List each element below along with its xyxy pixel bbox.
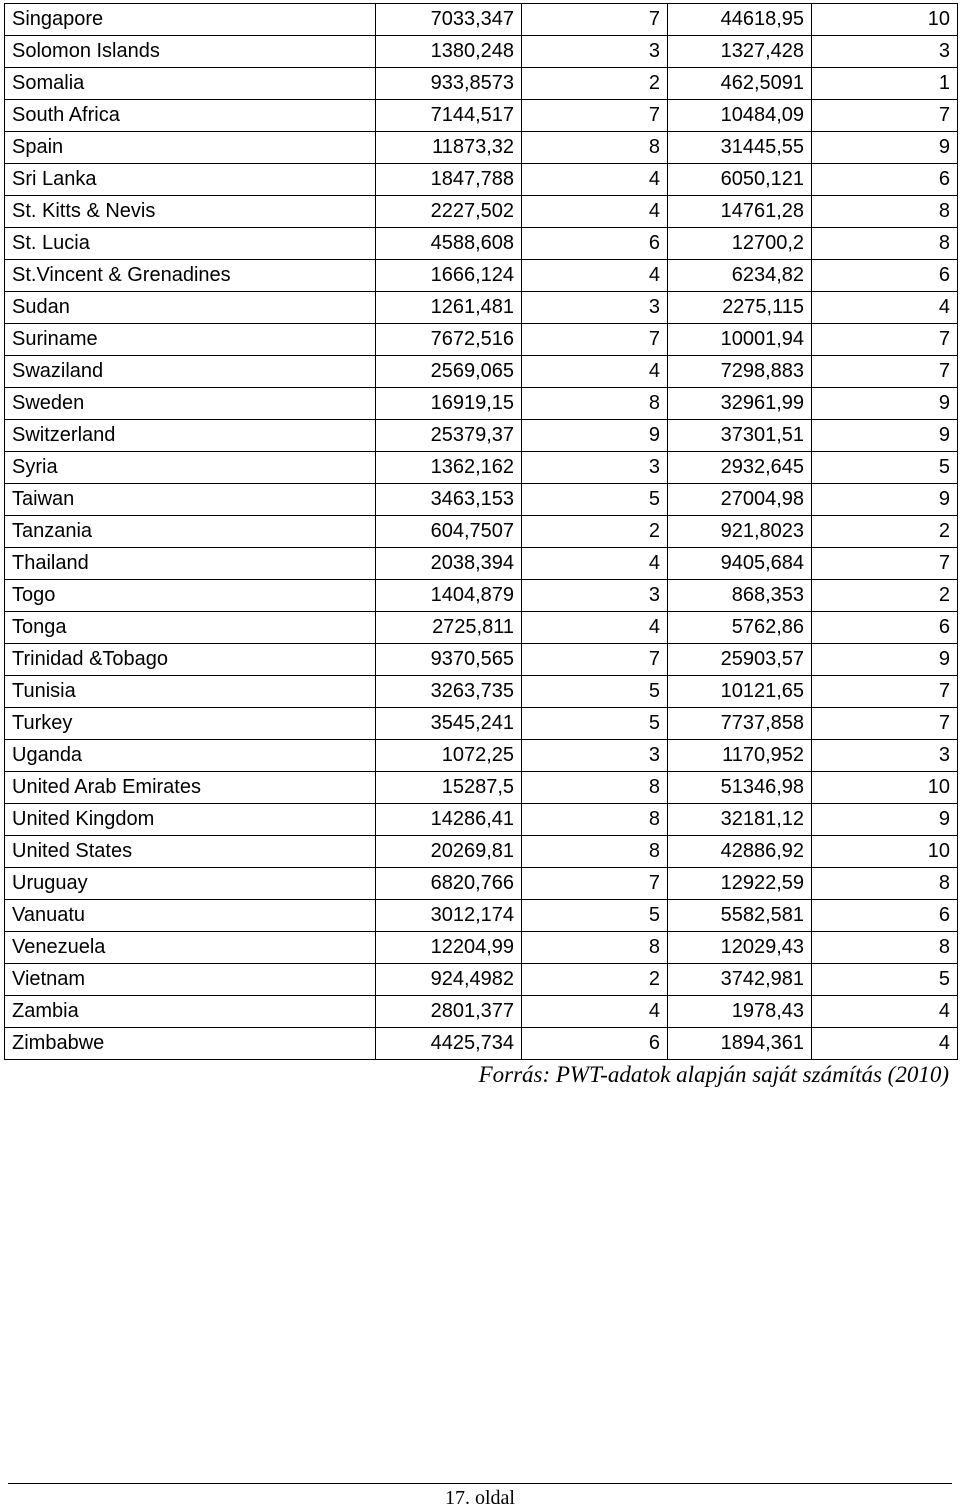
table-row [5,612,958,644]
value-cell-1: 3263,735 [376,676,522,708]
value-cell-2: 27004,98 [668,484,812,516]
rank-cell-1: 5 [522,676,668,708]
country-cell: Syria [5,452,376,484]
value-cell-2: 32181,12 [668,804,812,836]
rank-cell-2: 4 [812,996,958,1028]
rank-cell-1: 6 [522,228,668,260]
table-row [5,228,958,260]
country-cell: South Africa [5,100,376,132]
rank-cell-1: 7 [522,644,668,676]
table-row [5,708,958,740]
rank-cell-2: 7 [812,708,958,740]
value-cell-1: 1261,481 [376,292,522,324]
rank-cell-1: 5 [522,708,668,740]
rank-cell-2: 6 [812,164,958,196]
rank-cell-1: 4 [522,612,668,644]
table-row [5,996,958,1028]
rank-cell-2: 9 [812,420,958,452]
table-row [5,1028,958,1060]
country-cell: Sweden [5,388,376,420]
country-cell: Uganda [5,740,376,772]
table-row [5,580,958,612]
value-cell-1: 14286,41 [376,804,522,836]
country-cell: St. Kitts & Nevis [5,196,376,228]
value-cell-1: 3463,153 [376,484,522,516]
rank-cell-2: 7 [812,676,958,708]
value-cell-1: 924,4982 [376,964,522,996]
value-cell-2: 12029,43 [668,932,812,964]
source-note: Forrás: PWT-adatok alapján saját számítás (2010) [478,1062,949,1087]
rank-cell-1: 3 [522,452,668,484]
rank-cell-2: 8 [812,932,958,964]
rank-cell-2: 9 [812,388,958,420]
table-row [5,420,958,452]
value-cell-2: 6050,121 [668,164,812,196]
value-cell-2: 14761,28 [668,196,812,228]
rank-cell-1: 2 [522,516,668,548]
value-cell-2: 37301,51 [668,420,812,452]
table-row [5,676,958,708]
country-cell: St. Lucia [5,228,376,260]
value-cell-1: 4425,734 [376,1028,522,1060]
value-cell-2: 462,5091 [668,68,812,100]
rank-cell-1: 8 [522,836,668,868]
rank-cell-2: 7 [812,324,958,356]
value-cell-2: 32961,99 [668,388,812,420]
country-cell: United Kingdom [5,804,376,836]
value-cell-1: 15287,5 [376,772,522,804]
rank-cell-2: 2 [812,580,958,612]
value-cell-1: 2725,811 [376,612,522,644]
table-row [5,452,958,484]
table-row [5,868,958,900]
value-cell-2: 51346,98 [668,772,812,804]
value-cell-2: 2275,115 [668,292,812,324]
table-row [5,548,958,580]
table-row [5,804,958,836]
rank-cell-1: 3 [522,36,668,68]
value-cell-2: 868,353 [668,580,812,612]
country-cell: Tanzania [5,516,376,548]
table-row [5,68,958,100]
rank-cell-2: 4 [812,1028,958,1060]
table-row [5,164,958,196]
rank-cell-1: 8 [522,932,668,964]
country-cell: Singapore [5,4,376,36]
rank-cell-1: 8 [522,772,668,804]
country-cell: Taiwan [5,484,376,516]
country-cell: Sri Lanka [5,164,376,196]
rank-cell-1: 5 [522,900,668,932]
value-cell-2: 25903,57 [668,644,812,676]
rank-cell-1: 6 [522,1028,668,1060]
rank-cell-2: 9 [812,484,958,516]
table-row [5,324,958,356]
table-row [5,388,958,420]
country-cell: Vanuatu [5,900,376,932]
rank-cell-1: 7 [522,324,668,356]
country-cell: Switzerland [5,420,376,452]
rank-cell-1: 4 [522,356,668,388]
value-cell-2: 1978,43 [668,996,812,1028]
value-cell-1: 604,7507 [376,516,522,548]
value-cell-1: 1847,788 [376,164,522,196]
rank-cell-2: 7 [812,356,958,388]
value-cell-2: 7737,858 [668,708,812,740]
rank-cell-1: 3 [522,740,668,772]
table-row [5,100,958,132]
country-cell: Tonga [5,612,376,644]
value-cell-2: 44618,95 [668,4,812,36]
value-cell-2: 9405,684 [668,548,812,580]
rank-cell-2: 9 [812,804,958,836]
value-cell-2: 42886,92 [668,836,812,868]
country-data-table [4,3,958,1060]
value-cell-2: 1170,952 [668,740,812,772]
country-cell: Vietnam [5,964,376,996]
rank-cell-1: 3 [522,580,668,612]
table-row [5,132,958,164]
footer-divider [8,1483,952,1484]
table-row [5,356,958,388]
value-cell-1: 2569,065 [376,356,522,388]
country-cell: Swaziland [5,356,376,388]
value-cell-1: 933,8573 [376,68,522,100]
value-cell-2: 10001,94 [668,324,812,356]
table-row [5,484,958,516]
country-cell: Solomon Islands [5,36,376,68]
table-body [5,4,958,1060]
rank-cell-1: 4 [522,996,668,1028]
rank-cell-2: 7 [812,548,958,580]
rank-cell-2: 6 [812,612,958,644]
table-row [5,36,958,68]
value-cell-1: 4588,608 [376,228,522,260]
rank-cell-2: 6 [812,260,958,292]
value-cell-2: 7298,883 [668,356,812,388]
value-cell-2: 2932,645 [668,452,812,484]
country-cell: Venezuela [5,932,376,964]
table-row [5,644,958,676]
table-row [5,772,958,804]
value-cell-1: 7672,516 [376,324,522,356]
country-cell: St.Vincent & Grenadines [5,260,376,292]
rank-cell-1: 7 [522,100,668,132]
value-cell-2: 3742,981 [668,964,812,996]
value-cell-1: 1380,248 [376,36,522,68]
value-cell-1: 1666,124 [376,260,522,292]
value-cell-2: 12922,59 [668,868,812,900]
table-row [5,516,958,548]
rank-cell-1: 7 [522,868,668,900]
table-row [5,932,958,964]
value-cell-2: 5762,86 [668,612,812,644]
country-cell: United Arab Emirates [5,772,376,804]
country-cell: Tunisia [5,676,376,708]
value-cell-1: 7033,347 [376,4,522,36]
rank-cell-1: 8 [522,132,668,164]
rank-cell-2: 2 [812,516,958,548]
rank-cell-1: 4 [522,260,668,292]
table-row [5,740,958,772]
value-cell-1: 3545,241 [376,708,522,740]
value-cell-1: 6820,766 [376,868,522,900]
rank-cell-2: 9 [812,644,958,676]
value-cell-1: 25379,37 [376,420,522,452]
rank-cell-1: 5 [522,484,668,516]
table-row [5,292,958,324]
rank-cell-2: 9 [812,132,958,164]
country-cell: Thailand [5,548,376,580]
value-cell-1: 1072,25 [376,740,522,772]
country-cell: United States [5,836,376,868]
table-row [5,4,958,36]
rank-cell-1: 4 [522,196,668,228]
value-cell-2: 5582,581 [668,900,812,932]
value-cell-2: 10121,65 [668,676,812,708]
country-cell: Zimbabwe [5,1028,376,1060]
rank-cell-1: 2 [522,964,668,996]
rank-cell-2: 3 [812,740,958,772]
rank-cell-2: 10 [812,4,958,36]
page-number: 17. oldal [445,1487,515,1509]
country-cell: Turkey [5,708,376,740]
rank-cell-1: 4 [522,548,668,580]
table-row [5,900,958,932]
value-cell-2: 921,8023 [668,516,812,548]
table-row [5,964,958,996]
rank-cell-1: 3 [522,292,668,324]
rank-cell-1: 4 [522,164,668,196]
rank-cell-1: 8 [522,388,668,420]
value-cell-1: 1362,162 [376,452,522,484]
rank-cell-2: 5 [812,452,958,484]
value-cell-1: 3012,174 [376,900,522,932]
rank-cell-2: 8 [812,196,958,228]
value-cell-2: 12700,2 [668,228,812,260]
value-cell-1: 2038,394 [376,548,522,580]
rank-cell-1: 7 [522,4,668,36]
rank-cell-1: 8 [522,804,668,836]
value-cell-1: 1404,879 [376,580,522,612]
rank-cell-2: 6 [812,900,958,932]
rank-cell-2: 5 [812,964,958,996]
country-cell: Sudan [5,292,376,324]
country-cell: Togo [5,580,376,612]
rank-cell-2: 4 [812,292,958,324]
value-cell-1: 12204,99 [376,932,522,964]
value-cell-1: 2227,502 [376,196,522,228]
rank-cell-2: 8 [812,228,958,260]
value-cell-1: 7144,517 [376,100,522,132]
rank-cell-1: 2 [522,68,668,100]
table-row [5,836,958,868]
value-cell-1: 2801,377 [376,996,522,1028]
country-cell: Spain [5,132,376,164]
value-cell-2: 6234,82 [668,260,812,292]
value-cell-2: 1894,361 [668,1028,812,1060]
table-row [5,260,958,292]
rank-cell-1: 9 [522,420,668,452]
rank-cell-2: 8 [812,868,958,900]
table-row [5,196,958,228]
country-cell: Trinidad &Tobago [5,644,376,676]
rank-cell-2: 10 [812,772,958,804]
rank-cell-2: 10 [812,836,958,868]
value-cell-1: 11873,32 [376,132,522,164]
value-cell-1: 9370,565 [376,644,522,676]
value-cell-2: 10484,09 [668,100,812,132]
value-cell-2: 1327,428 [668,36,812,68]
rank-cell-2: 7 [812,100,958,132]
value-cell-1: 16919,15 [376,388,522,420]
rank-cell-2: 3 [812,36,958,68]
value-cell-2: 31445,55 [668,132,812,164]
country-cell: Suriname [5,324,376,356]
rank-cell-2: 1 [812,68,958,100]
country-cell: Zambia [5,996,376,1028]
value-cell-1: 20269,81 [376,836,522,868]
country-cell: Somalia [5,68,376,100]
country-cell: Uruguay [5,868,376,900]
